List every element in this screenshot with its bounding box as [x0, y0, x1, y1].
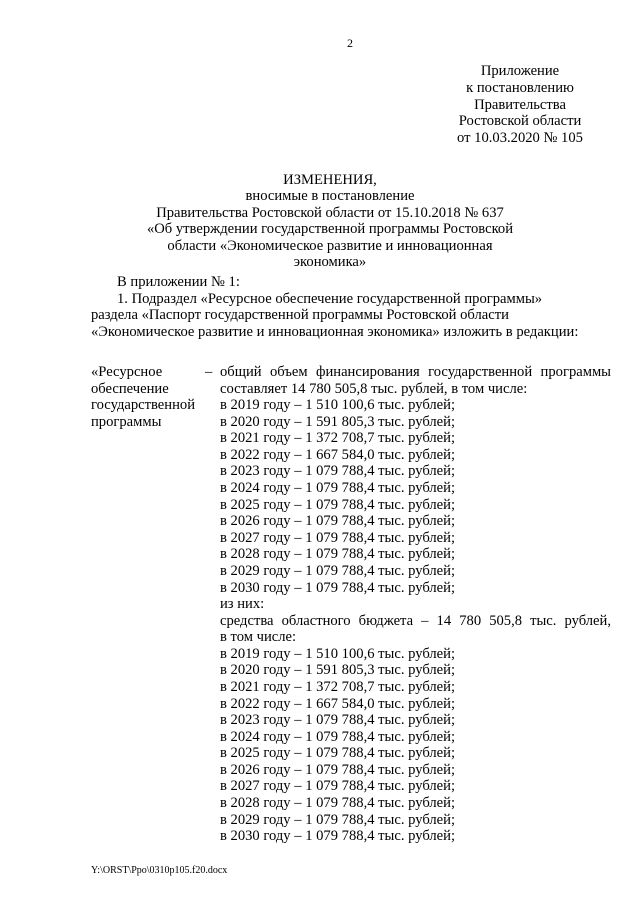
resources-label	[91, 364, 201, 430]
appendix-line: Ростовской области	[458, 113, 582, 130]
item-text-line: «Экономическое развитие и инновационная экономика» изложить в редакции:	[91, 323, 579, 340]
regional-year-row: в 2023 году – 1 079 788,4 тыс. рублей;	[220, 712, 456, 729]
year-funding-row: в 2022 году – 1 667 584,0 тыс. рублей;	[220, 446, 456, 463]
year-funding-row: в 2024 году – 1 079 788,4 тыс. рублей;	[220, 480, 456, 497]
appendix-block	[440, 63, 600, 147]
title-line: области «Экономическое развитие и инновационная экономика»	[167, 237, 493, 271]
resources-body	[220, 364, 611, 845]
regional-year-row: в 2027 году – 1 079 788,4 тыс. рублей;	[220, 778, 456, 795]
year-funding-row: в 2027 году – 1 079 788,4 тыс. рублей;	[220, 529, 456, 546]
file-path-footer: Y:\ORST\Ppo\0310p105.f20.docx	[91, 865, 228, 876]
regional-year-row: в 2026 году – 1 079 788,4 тыс. рублей;	[220, 761, 456, 778]
regional-year-row: в 2024 году – 1 079 788,4 тыс. рублей;	[220, 728, 456, 745]
regional-year-row: в 2021 году – 1 372 708,7 тыс. рублей;	[220, 678, 456, 695]
regional-year-row: в 2022 году – 1 667 584,0 тыс. рублей;	[220, 695, 456, 712]
regional-year-row: в 2020 году – 1 591 805,3 тыс. рублей;	[220, 662, 456, 679]
appendix-line: Правительства	[474, 96, 566, 113]
year-funding-row: в 2023 году – 1 079 788,4 тыс. рублей;	[220, 463, 456, 480]
year-funding-row: в 2020 году – 1 591 805,3 тыс. рублей;	[220, 413, 456, 430]
year-funding-row: в 2025 году – 1 079 788,4 тыс. рублей;	[220, 496, 456, 513]
appendix-line: от 10.03.2020 № 105	[457, 130, 583, 147]
item-text-line: раздела «Паспорт государственной программы Ростовской области	[91, 307, 509, 324]
title-heading: ИЗМЕНЕНИЯ,	[283, 172, 377, 188]
appendix-line: к постановлению	[466, 79, 574, 96]
year-funding-row: в 2019 году – 1 510 100,6 тыс. рублей;	[220, 397, 456, 414]
resources-label-line: обеспечение	[91, 380, 169, 397]
year-funding-row: в 2021 году – 1 372 708,7 тыс. рублей;	[220, 430, 456, 447]
title-line: Правительства Ростовской области от 15.10.2018 № 637	[156, 204, 504, 221]
total-funding-line: составляет 14 780 505,8 тыс. рублей, в том числе:	[220, 380, 528, 397]
regional-budget-line: средства областного бюджета – 14 780 505,8 тыс. рублей,	[220, 612, 611, 629]
regional-budget-line: в том числе:	[220, 629, 297, 646]
resources-label-line: программы	[91, 413, 162, 430]
year-funding-row: в 2030 году – 1 079 788,4 тыс. рублей;	[220, 579, 456, 596]
intro-section	[91, 274, 611, 340]
resources-label-line: «Ресурсное	[91, 364, 163, 380]
regional-year-row: в 2028 году – 1 079 788,4 тыс. рублей;	[220, 795, 456, 812]
regional-year-row: в 2019 году – 1 510 100,6 тыс. рублей;	[220, 645, 456, 662]
document-title	[130, 172, 530, 270]
appendix-reference: В приложении № 1:	[117, 274, 240, 290]
resources-dash: –	[205, 364, 213, 380]
of-them-label: из них:	[220, 596, 265, 613]
year-funding-row: в 2026 году – 1 079 788,4 тыс. рублей;	[220, 513, 456, 530]
total-funding-line: общий объем финансирования государственной программы	[220, 364, 611, 380]
resources-label-line: государственной	[91, 397, 196, 414]
title-line: «Об утверждении государственной программы Ростовской	[146, 221, 514, 238]
regional-year-row: в 2030 году – 1 079 788,4 тыс. рублей;	[220, 828, 456, 845]
regional-year-row: в 2029 году – 1 079 788,4 тыс. рублей;	[220, 811, 456, 828]
appendix-line: Приложение	[480, 63, 560, 79]
year-funding-row: в 2028 году – 1 079 788,4 тыс. рублей;	[220, 546, 456, 563]
item-text-line: 1. Подраздел «Ресурсное обеспечение государственной программы»	[117, 290, 543, 307]
page-number: 2	[347, 36, 353, 50]
year-funding-row: в 2029 году – 1 079 788,4 тыс. рублей;	[220, 562, 456, 579]
title-line: вносимые в постановление	[245, 188, 415, 205]
regional-year-row: в 2025 году – 1 079 788,4 тыс. рублей;	[220, 745, 456, 762]
